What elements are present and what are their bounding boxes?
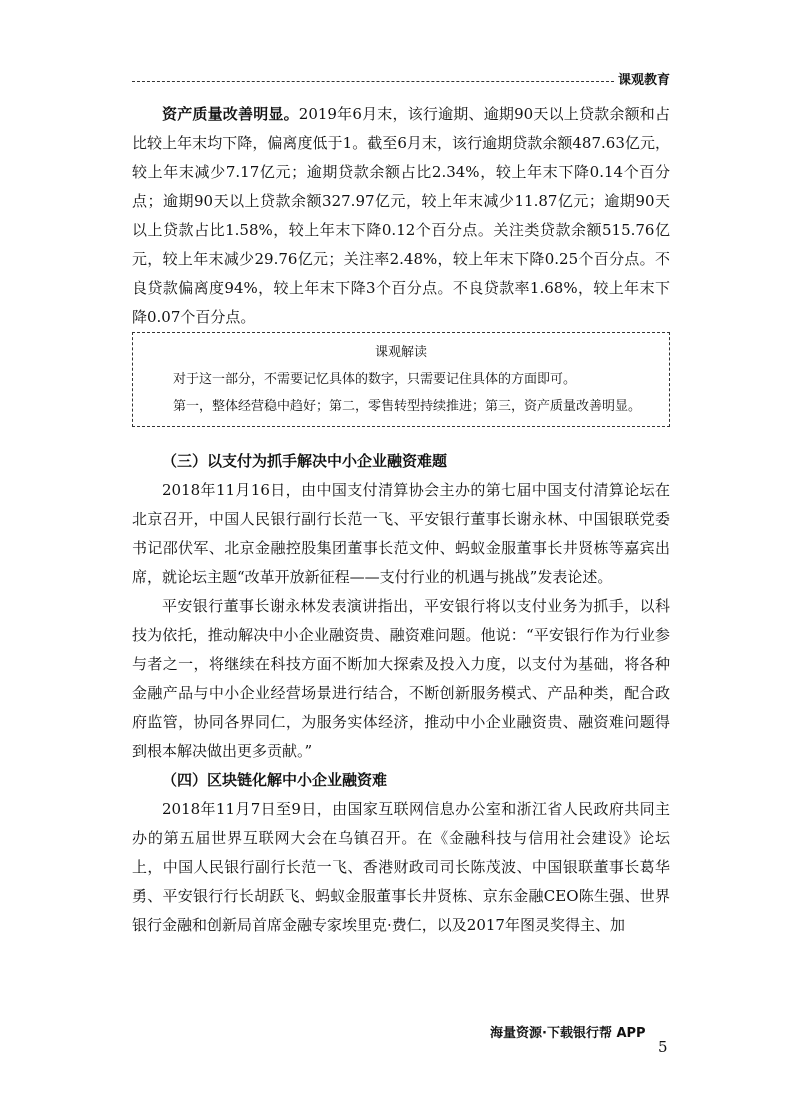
page-header bbox=[132, 64, 670, 88]
interpretation-box bbox=[132, 332, 670, 427]
header-brand: 课观教育 bbox=[617, 73, 670, 88]
asset-quality-text: 2019年6月末，该行逾期、逾期90天以上贷款余额和占比较上年末均下降，偏离度低于1。截至6月末，该行逾期贷款余额487.63亿元，较上年末减少7.17亿元；逾期贷款余额占比2.34%，较上年末下降0.14个百分点；逾期90天以上贷款余额327.97亿元，较上年末减少11.87亿元；逾期90天以上贷款占比1.58%，较上年末下降0.12个百分点。关注类贷款余额515.76亿元，较上年末减少29.76亿元；关注率2.48%，较上年末下降0.25个百分点。不良贷款偏离度94%，较上年末下降3个百分点。不良贷款率1.68%，较上年末下降0.07个百分点。 bbox=[132, 105, 670, 326]
asset-quality-paragraph bbox=[132, 100, 670, 332]
interpretation-line-1: 对于这一部分，不需要记忆具体的数字，只需要记住具体的方面即可。 bbox=[173, 372, 577, 387]
interpretation-title: 课观解读 bbox=[374, 345, 427, 360]
section-3-paragraph-2: 平安银行董事长谢永林发表演讲指出，平安银行将以支付业务为抓手，以科技为依托，推动解决中小企业融资贵、融资难问题。他说：“平安银行作为行业参与者之一，将继续在科技方面不断加大探索及投入力度，以支付为基础，将各种金融产品与中小企业经营场景进行结合，不断创新服务模式、产品种类，配合政府监管，协同各界同仁，为服务实体经济，推动中小企业融资贵、融资难问题得到根本解决做出更多贡献。” bbox=[132, 597, 670, 760]
footer-promo: 海量资源·下载银行帮 APP bbox=[490, 1026, 646, 1041]
section-4-paragraph-1: 2018年11月7日至9日，由国家互联网信息办公室和浙江省人民政府共同主办的第五届世界互联网大会在乌镇召开。在《金融科技与信用社会建设》论坛上，中国人民银行副行长范一飞、香港财政司司长陈茂波、中国银联董事长葛华勇、平安银行行长胡跃飞、蚂蚁金服董事长井贤栋、京东金融CEO陈生强、世界银行金融和创新局首席金融专家埃里克·费仁，以及2017年图灵奖得主、加 bbox=[132, 800, 670, 934]
page-number: 5 bbox=[658, 1038, 668, 1056]
header-dashed-rule bbox=[132, 81, 614, 82]
asset-quality-lead: 资产质量改善明显。 bbox=[162, 105, 299, 123]
section-3-heading: （三）以支付为抓手解决中小企业融资难题 bbox=[162, 452, 448, 470]
interpretation-line-2: 第一，整体经营稳中趋好；第二，零售转型持续推进；第三，资产质量改善明显。 bbox=[173, 399, 642, 414]
section-4-heading: （四）区块链化解中小企业融资难 bbox=[162, 771, 388, 789]
section-3-paragraph-1: 2018年11月16日，由中国支付清算协会主办的第七届中国支付清算论坛在北京召开，中国人民银行副行长范一飞、平安银行董事长谢永林、中国银联党委书记邵伏军、北京金融控股集团董事长范文仲、蚂蚁金服董事长井贤栋等嘉宾出席，就论坛主题“改革开放新征程——支付行业的机遇与挑战”发表论述。 bbox=[132, 481, 670, 586]
page-content bbox=[132, 100, 670, 940]
